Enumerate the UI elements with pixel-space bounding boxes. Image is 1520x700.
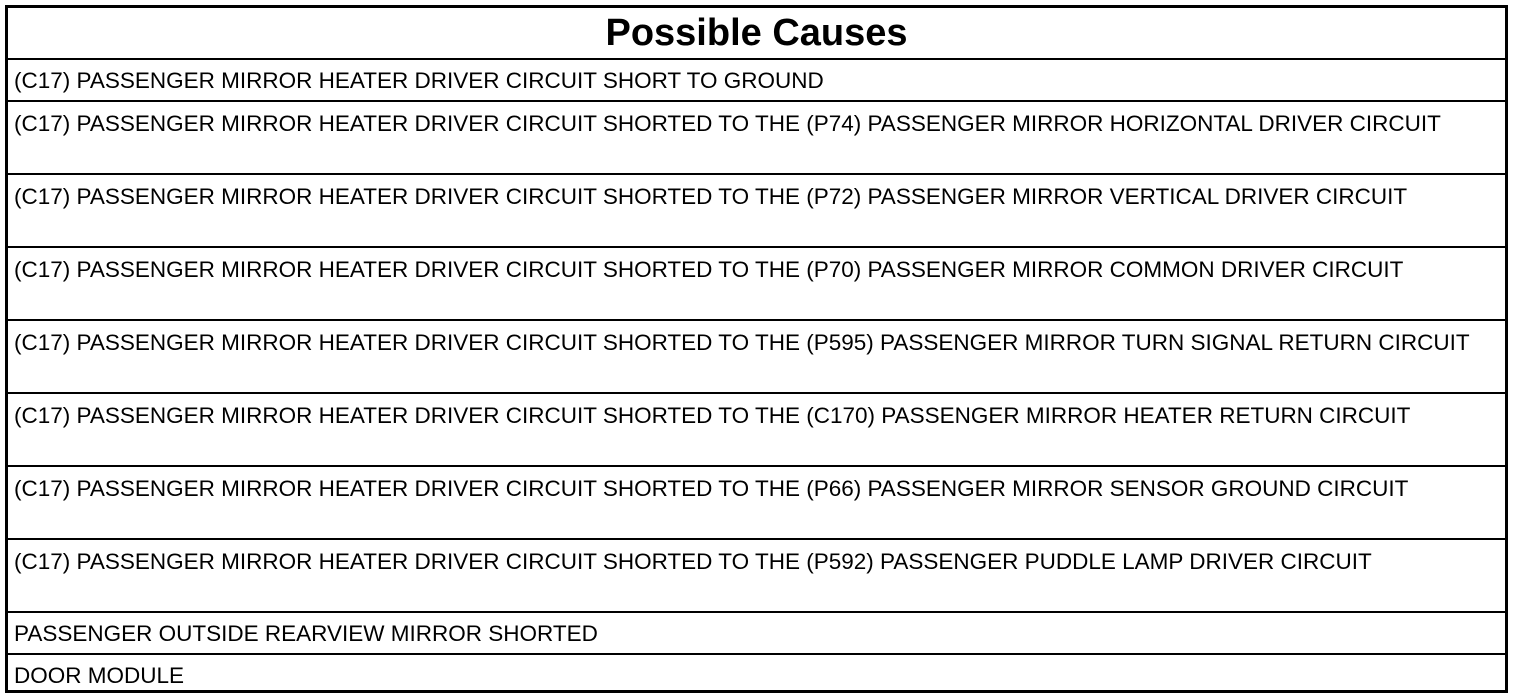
cause-row: (C17) PASSENGER MIRROR HEATER DRIVER CIRCUIT SHORTED TO THE (C170) PASSENGER MIRROR HEATER RETURN CIRCUIT	[8, 394, 1505, 467]
cause-row: (C17) PASSENGER MIRROR HEATER DRIVER CIRCUIT SHORTED TO THE (P595) PASSENGER MIRROR TURN SIGNAL RETURN CIRCUIT	[8, 321, 1505, 394]
cause-row: PASSENGER OUTSIDE REARVIEW MIRROR SHORTED	[8, 613, 1505, 655]
cause-row: (C17) PASSENGER MIRROR HEATER DRIVER CIRCUIT SHORTED TO THE (P592) PASSENGER PUDDLE LAMP DRIVER CIRCUIT	[8, 540, 1505, 613]
cause-row: (C17) PASSENGER MIRROR HEATER DRIVER CIRCUIT SHORTED TO THE (P74) PASSENGER MIRROR HORIZONTAL DRIVER CIRCUIT	[8, 102, 1505, 175]
possible-causes-table	[5, 5, 1508, 693]
cause-row: (C17) PASSENGER MIRROR HEATER DRIVER CIRCUIT SHORT TO GROUND	[8, 60, 1505, 102]
table-title: Possible Causes	[8, 8, 1505, 60]
cause-row: (C17) PASSENGER MIRROR HEATER DRIVER CIRCUIT SHORTED TO THE (P70) PASSENGER MIRROR COMMON DRIVER CIRCUIT	[8, 248, 1505, 321]
cause-row: (C17) PASSENGER MIRROR HEATER DRIVER CIRCUIT SHORTED TO THE (P66) PASSENGER MIRROR SENSOR GROUND CIRCUIT	[8, 467, 1505, 540]
cause-row: DOOR MODULE	[14, 663, 185, 688]
causes-list	[8, 60, 1505, 697]
cause-row: (C17) PASSENGER MIRROR HEATER DRIVER CIRCUIT SHORTED TO THE (P72) PASSENGER MIRROR VERTICAL DRIVER CIRCUIT	[8, 175, 1505, 248]
